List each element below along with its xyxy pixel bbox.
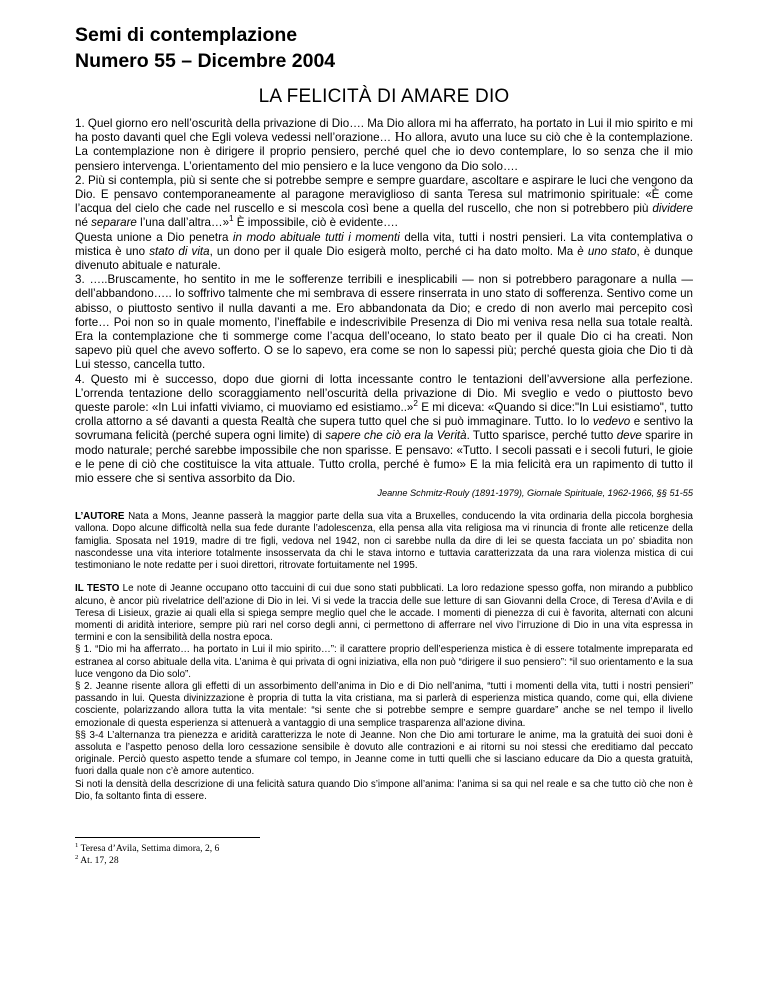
- footnote-ref-2[interactable]: 2: [413, 399, 418, 409]
- paragraph-1: 1. Quel giorno ero nell’oscurità della privazione di Dio…. Ma Dio allora mi ha afferrato, ha portato in Lui il mio spirito e mi ha posto davanti quel che Egli voleva vedessi nell’orazione… Ho allora, avuto una luce su ciò che è la contemplazione. La contemplazione non è dirigere il proprio pensiero, perché quel che io devo contemplare, lo so senza che il mio pensiero intervenga. L’orientamento del mio pensiero e la luce vengono da Dio solo….: [75, 117, 694, 173]
- footnote-2: $^2$ At. 17, 28: [75, 853, 119, 866]
- commentary-2: § 2. Jeanne risente allora gli effetti di un assorbimento dell’anima in Dio e di Dio nell’anima, “tutti i momenti della vita, tutti i nostri pensieri” passando in lui. Questa divinizzazione è propria di tutta la vita cristiana, ma si parlerà di esperienza mistica quando, come qui, ella diviene cosciente, polarizzando allora tutta la vita mentale: “si sente che si potrebbe sempre e sempre guardare” anche se nel tempo il livello emozionale di questa esperienza si attenuerà a vantaggio di una semplice trasparenza all’azione divina.: [75, 680, 693, 729]
- paragraph-3: Questa unione a Dio penetra in modo abituale tutti i momenti della vita, tutti i nostri pensieri. La vita contemplativa o mistica è uno stato di vita, un dono per il quale Dio esigerà molto, perché ci ha dato molto. Ma è uno stato, è dunque divenuto abituale e naturale.: [75, 230, 694, 273]
- footnote-divider: [75, 837, 260, 838]
- series-title: Semi di contemplazione: [75, 24, 298, 46]
- footnotes: [75, 843, 693, 867]
- text-label: IL TESTO: [75, 583, 120, 595]
- author-label: L’AUTORE: [75, 511, 125, 523]
- document-page: [75, 22, 693, 867]
- author-section: L’AUTORE Nata a Mons, Jeanne passerà la maggior parte della sua vita a Bruxelles, conducendo la vita ordinaria della piccola borghesia vallona. Dopo alcune difficoltà nella sua fede durante l’adolescenza, ella pensa alla vita religiosa ma vi rinuncia di fronte alle reticenze della famiglia. Sposata nel 1919, madre di tre figli, vedova nel 1942, non ci sarebbe nulla da dire di lei se questa facciata un po’ sbiadita non nascondesse una vita interiore totalmente insosservata da chi le stava intorno e tuttavia caratterizzata da una rara violenza mistica di cui testimoniano le note redatte per i suoi direttori, ritrovate fortuitamente nel 1995.: [75, 511, 693, 572]
- paragraph-2: 2. Più si contempla, più si sente che si potrebbe sempre e sempre guardare, ascoltare e aspirare le luci che vengono da Dio. E pensavo contemporaneamente al paragone meraviglioso di santa Teresa sul matrimonio spirituale: «È come l’acqua del cielo che cade nel ruscello e si mescola così bene a quella del ruscello, che non si potrebbero più dividere né separare l’una dall’altra…»$^1$ È impossibile, ciò è evidente….: [75, 173, 693, 230]
- footnote-1: $^1$ Teresa d’Avila, Settima dimora, 2, 6: [75, 841, 220, 854]
- text-section: IL TESTO Le note di Jeanne occupano otto taccuini di cui due sono stati pubblicati. La loro redazione spesso goffa, non mirando a pubblico alcuno, è ancor più rivelatrice dell’azione di Dio in lei. Vi si vede la traccia delle sue letture di san Giovanni della Croce, di Teresa d’Avila e di Teresa di Lisieux, grazie ai quali ella si spiega sempre meglio quel che le accade. I momenti di pienezza di cui è favorita, alternati con alcuni momenti di aridità interiore, sempre più rari nel corso degli anni, ci permettono di afferrare nel vivo l’irruzione di Dio in una vita espressa in termini e con la sensibilità della nostra epoca. § 1. “Dio mi ha afferrato… ha portato in Lui il mio spirito…”: il carattere proprio dell’esperienza mistica è di essere totalmente impreparata ed estranea al corso abituale della vita. L’anima è qui privata di ogni iniziativa, ella non può “dirigere il suo pensiero”: “il suo orientamento e la sua luce vengono da Dio solo”. § 2. Jeanne risente allora gli effetti di un assorbimento dell’anima in Dio e di Dio nell’anima, “tutti i momenti della vita, tutti i nostri pensieri” passando in lui. Questa divinizzazione è propria di tutta la vita cristiana, ma si parlerà di esperienza mistica quando, come qui, ella diviene cosciente, polarizzando allora tutta la vita mentale: “si sente che si potrebbe sempre e sempre guardare” anche se nel tempo il livello emozionale di questa esperienza si attenuerà a vantaggio di una semplice trasparenza all’azione divina. §§ 3-4 L’alternanza tra pienezza e aridità caratterizza le note di Jeanne. Non che Dio ami torturare le anime, ma la gratuità dei suoi doni è assoluta e l’aspetto penoso della loro cessazione sensibile è dovuto alle contrazioni e ai ritorni su noi stessi che ereditiamo dal peccato originale. Perciò questo aspetto tende a sfumare col tempo, in Jeanne come in tutti quelli che si lasciano educare da Dio a questa gratuità, fuori dalla quale non c’è amore autentico. Si noti la densità della descrizione di una felicità satura quando Dio s’impone all’anima: l’anima si sa qui nel reale e sa che tutto ciò che non è Dio, fa soltanto finta di essere.: [75, 583, 693, 802]
- commentary-3: §§ 3-4 L’alternanza tra pienezza e aridità caratterizza le note di Jeanne. Non che Dio ami torturare le anime, ma la gratuità dei suoi doni è assoluta e l’aspetto penoso della loro cessazione sensibile è dovuto alle contrazioni e ai ritorni su noi stessi che ereditiamo dal peccato originale. Perciò questo aspetto tende a sfumare col tempo, in Jeanne come in tutti quelli che si lasciano educare da Dio a questa gratuità, fuori dalla quale non c’è amore autentico.: [75, 729, 693, 778]
- paragraph-4: 3. …..Bruscamente, ho sentito in me le sofferenze terribili e inesplicabili — non si potrebbero paragonare a nulla — dell’abbandono….. Io soffrivo talmente che mi sembrava di essere rinserrata in uno stato di sofferenza. Sentivo come un abisso, o piuttosto sentivo il nulla davanti a me. Ero abbandonata da Dio; e credo di non averlo mai percepito così forte… Poi non so in quale momento, l’ineffabile e indescrivibile Presenza di Dio mi veniva resa nella sua totale realtà. Era la contemplazione che ti sommerge come l’acqua dell’oceano, lo stato beato per il quale Dio ci ha creati. Non sapevo più quel che avevo sofferto. O se lo sapevo, era come se non lo sapessi più; perché questa gioia che Dio ti dà Lui stesso, cancella tutto.: [75, 273, 693, 372]
- paragraph-5: 4. Questo mi è successo, dopo due giorni di lotta incessante contro le tentazioni dell’avversione alla perfezione. L’orrenda tentazione dello scoraggiamento nell’oscurità della privazione di Dio. Mi sveglio e vedo o piuttosto bevo queste parole: «In Lui infatti viviamo, ci muoviamo ed esistiamo..»$^2$ E mi diceva: «Quando si dice:"In Lui esistiamo", tutto crolla attorno a sé davanti a questa Realtà che supera tutto quel che si può immaginare. Tutto. Io lo vedevo e sentivo la sovrumana felicità (perché supera ogni limite) di sapere che ciò era la Verità. Tutto sparisce, perché tutto deve sparire in modo naturale; perché sarebbe impossibile che non sparisse. E pensavo: «Tutto. I secoli passati e i secoli futuri, le gioie e le pene di ciò che costituisce la vita attuale. Tutto crolla, perché è fumo» E la mia felicità era un rapimento di tutto il mio essere che si sentiva assorbito da Dio.: [75, 372, 693, 486]
- header: [75, 22, 693, 74]
- commentary-1: § 1. “Dio mi ha afferrato… ha portato in Lui il mio spirito…”: il carattere proprio dell’esperienza mistica è di essere totalmente impreparata ed estranea al corso abituale della vita. L’anima è qui privata di ogni iniziativa, ella non può “dirigere il suo pensiero”: “il suo orientamento e la sua luce vengono da Dio solo”.: [75, 644, 693, 680]
- commentary-4: Si noti la densità della descrizione di una felicità satura quando Dio s’impone all’anima: l’anima si sa qui nel reale e sa che tutto ciò che non è Dio, fa soltanto finta di essere.: [75, 778, 693, 802]
- source-citation: Jeanne Schmitz-Rouly (1891-1979), Giornale Spirituale, 1962-1966, §§ 51-55: [377, 488, 693, 499]
- issue-number: Numero 55 – Dicembre 2004: [75, 50, 336, 72]
- footnote-ref-1[interactable]: 1: [229, 214, 234, 224]
- main-text: [75, 117, 693, 486]
- page-title: LA FELICITÀ DI AMARE DIO: [258, 86, 510, 107]
